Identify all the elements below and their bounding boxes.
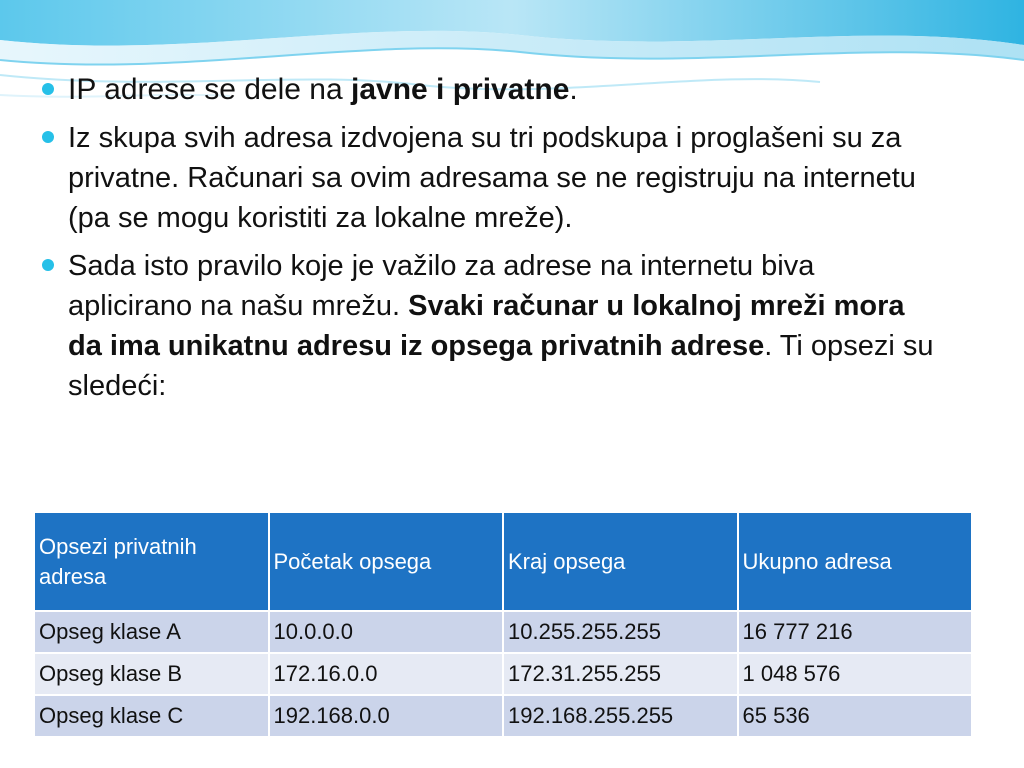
table-cell: Opseg klase B <box>34 653 269 695</box>
bullet-1-bold: javne i privatne <box>350 73 570 106</box>
table-cell: 1 048 576 <box>738 653 973 695</box>
table-row <box>34 653 972 695</box>
table-cell: 10.0.0.0 <box>269 611 504 653</box>
table-cell: 65 536 <box>738 695 973 737</box>
table-row <box>34 611 972 653</box>
bullet-3-text: Sada isto pravilo koje je važilo za adrese na internetu biva aplicirano na našu mrežu. <box>68 250 815 322</box>
bullet-1-end: . <box>569 73 578 106</box>
bullet-item-2 <box>38 118 938 238</box>
bullet-list <box>38 70 938 414</box>
bullet-item-3 <box>38 246 938 406</box>
bullet-3-end: . Ti opsezi su sledeći: <box>68 330 934 402</box>
table-cell: 172.16.0.0 <box>269 653 504 695</box>
bullet-dot-icon <box>42 259 54 271</box>
table-cell: 192.168.255.255 <box>503 695 738 737</box>
bullet-2-text: Iz skupa svih adresa izdvojena su tri podskupa i proglašeni su za privatne. Računari sa ovim adresama se ne registruju na internetu (pa se mogu koristiti za lokalne mreže). <box>68 122 916 234</box>
bullet-3-bold: Svaki računar u lokalnoj mreži mora da ima unikatnu adresu iz opsega privatnih adrese <box>68 290 905 362</box>
table-header-row <box>34 512 972 611</box>
header-ranges: Opsezi privatnih adresa <box>34 512 269 611</box>
bullet-dot-icon <box>42 83 54 95</box>
table-cell: 172.31.255.255 <box>503 653 738 695</box>
table-cell: 16 777 216 <box>738 611 973 653</box>
bullet-dot-icon <box>42 131 54 143</box>
table-cell: Opseg klase C <box>34 695 269 737</box>
private-ranges-table <box>33 511 973 738</box>
bullet-item-1 <box>38 70 938 110</box>
table-cell: Opseg klase A <box>34 611 269 653</box>
header-end: Kraj opsega <box>503 512 738 611</box>
header-start: Početak opsega <box>269 512 504 611</box>
table-cell: 10.255.255.255 <box>503 611 738 653</box>
header-total: Ukupno adresa <box>738 512 973 611</box>
table-cell: 192.168.0.0 <box>269 695 504 737</box>
table-row <box>34 695 972 737</box>
bullet-1-text: IP adrese se dele na <box>68 73 351 106</box>
